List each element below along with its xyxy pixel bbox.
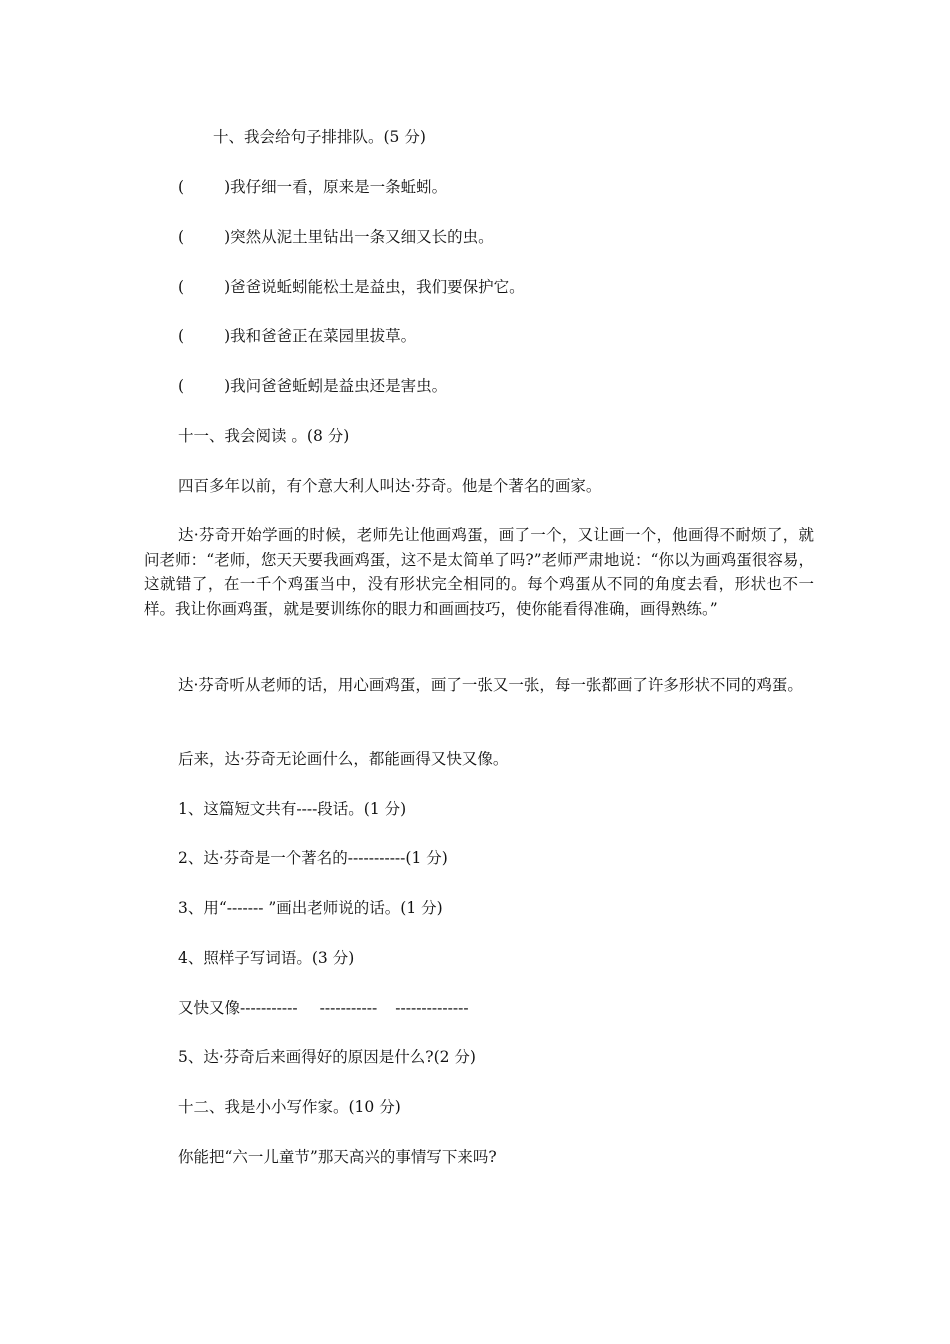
reading-paragraph: 后来，达·芬奇无论画什么，都能画得又快又像。	[178, 750, 509, 768]
word-example-row	[178, 996, 469, 1020]
question-2: 2、达·芬奇是一个著名的-----------(1 分)	[178, 849, 448, 867]
reading-paragraph: 达·芬奇开始学画的时候，老师先让他画鸡蛋，画了一个，又让画一个，他画得不耐烦了，就问老师：“老师，您天天要我画鸡蛋，这不是太简单了吗?”老师严肃地说：“你以为画鸡蛋很容易，这就错了，在一千个鸡蛋当中，没有形状完全相同的。每个鸡蛋从不同的角度去看，形状也不一样。我让你画鸡蛋，就是要训练你的眼力和画画技巧，使你能看得准确，画得熟练。”	[144, 526, 814, 618]
ordering-sentence: )我问爸爸蚯蚓是益虫还是害虫。	[224, 377, 448, 395]
example-word: 又快又像-----------	[178, 999, 298, 1017]
question-4: 4、照样子写词语。(3 分)	[178, 949, 355, 967]
order-blank[interactable]: (	[178, 278, 185, 296]
order-blank[interactable]: (	[178, 228, 185, 246]
ordering-sentence: )我和爸爸正在菜园里拔草。	[224, 327, 417, 345]
order-blank[interactable]: (	[178, 178, 185, 196]
ordering-sentence: )突然从泥土里钻出一条又细又长的虫。	[224, 228, 494, 246]
ordering-sentence: )我仔细一看，原来是一条蚯蚓。	[224, 178, 448, 196]
ordering-item	[178, 324, 416, 348]
ordering-item	[178, 175, 447, 199]
section-12-title: 十二、我是小小写作家。(10 分)	[178, 1098, 401, 1116]
ordering-item	[178, 374, 447, 398]
order-blank[interactable]: (	[178, 327, 185, 345]
answer-blank[interactable]: --------------	[395, 999, 469, 1017]
order-blank[interactable]: (	[178, 377, 185, 395]
question-5: 5、达·芬奇后来画得好的原因是什么?(2 分)	[178, 1048, 476, 1066]
ordering-sentence: )爸爸说蚯蚓能松土是益虫，我们要保护它。	[224, 278, 525, 296]
reading-paragraph: 达·芬奇听从老师的话，用心画鸡蛋，画了一张又一张，每一张都画了许多形状不同的鸡蛋。	[178, 676, 803, 694]
question-3: 3、用“------- ”画出老师说的话。(1 分)	[178, 899, 443, 917]
writing-prompt: 你能把“六一儿童节”那天高兴的事情写下来吗?	[178, 1148, 497, 1166]
section-11-title: 十一、我会阅读 。(8 分)	[178, 427, 350, 445]
ordering-item	[178, 225, 494, 249]
answer-blank[interactable]: -----------	[319, 999, 378, 1017]
reading-paragraph: 四百多年以前，有个意大利人叫达·芬奇。他是个著名的画家。	[178, 477, 602, 495]
question-1: 1、这篇短文共有----段话。(1 分)	[178, 800, 407, 818]
ordering-item	[178, 275, 525, 299]
section-10-title: 十、我会给句子排排队。(5 分)	[213, 128, 426, 146]
